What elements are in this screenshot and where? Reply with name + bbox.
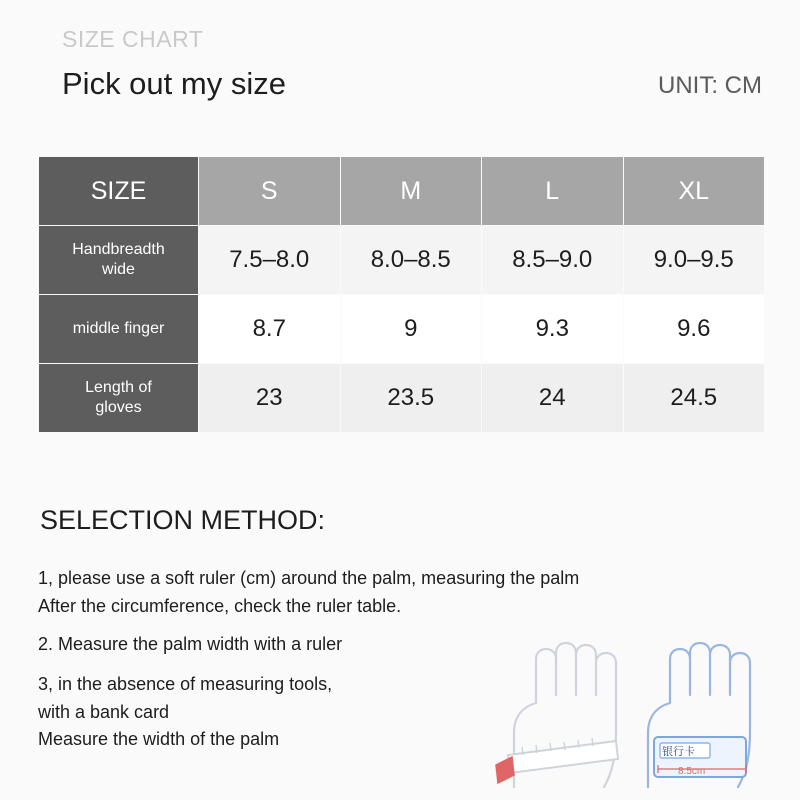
table-corner-label: SIZE: [39, 157, 199, 226]
selection-step-1-line2: After the circumference, check the ruler table.: [38, 595, 402, 616]
table-col-m: M: [340, 157, 482, 226]
cell-middlefinger-m: 9: [340, 295, 482, 364]
cell-handbreadth-s: 7.5–8.0: [199, 226, 341, 295]
table-col-xl: XL: [623, 157, 765, 226]
row-label-handbreadth: [39, 226, 199, 295]
table-row: [39, 364, 765, 433]
selection-step-3-line3: Measure the width of the palm: [38, 728, 280, 749]
table-col-s: S: [199, 157, 341, 226]
cell-middlefinger-s: 8.7: [199, 295, 341, 364]
bank-card-label: 银行卡: [662, 746, 695, 758]
cell-length-xl: 24.5: [623, 364, 765, 433]
cell-middlefinger-xl: 9.6: [623, 295, 765, 364]
size-table: [38, 156, 765, 433]
selection-step-1: [38, 565, 738, 621]
row-label-line1: Length of: [85, 379, 152, 396]
table-col-l: L: [482, 157, 624, 226]
row-label-line2: gloves: [95, 399, 142, 416]
selection-step-3-line2: with a bank card: [38, 701, 170, 722]
cell-length-l: 24: [482, 364, 624, 433]
cell-length-m: 23.5: [340, 364, 482, 433]
bank-card-icon: [654, 737, 746, 777]
table-row: [39, 295, 765, 364]
unit-label: UNIT: CM: [658, 72, 762, 99]
selection-method-title: SELECTION METHOD:: [40, 505, 326, 535]
bank-card-measure: 8.5cm: [678, 766, 706, 777]
cell-handbreadth-xl: 9.0–9.5: [623, 226, 765, 295]
cell-middlefinger-l: 9.3: [482, 295, 624, 364]
eyebrow-label: SIZE CHART: [62, 26, 204, 52]
row-label-length: [39, 364, 199, 433]
selection-step-1-line1: 1, please use a soft ruler (cm) around the palm, measuring the palm: [38, 568, 580, 588]
cell-handbreadth-m: 8.0–8.5: [340, 226, 482, 295]
table-header-row: [39, 157, 765, 226]
table-row: [39, 226, 765, 295]
page-title: Pick out my size: [62, 66, 286, 101]
row-label-line2: wide: [102, 261, 135, 278]
selection-step-2: 2. Measure the palm width with a ruler: [38, 633, 343, 654]
row-label-middle-finger: middle finger: [39, 295, 199, 364]
cell-handbreadth-l: 8.5–9.0: [482, 226, 624, 295]
measuring-illustration: [492, 637, 772, 792]
cell-length-s: 23: [199, 364, 341, 433]
selection-step-3-line1: 3, in the absence of measuring tools,: [38, 673, 333, 694]
row-label-line1: Handbreadth: [72, 241, 165, 258]
